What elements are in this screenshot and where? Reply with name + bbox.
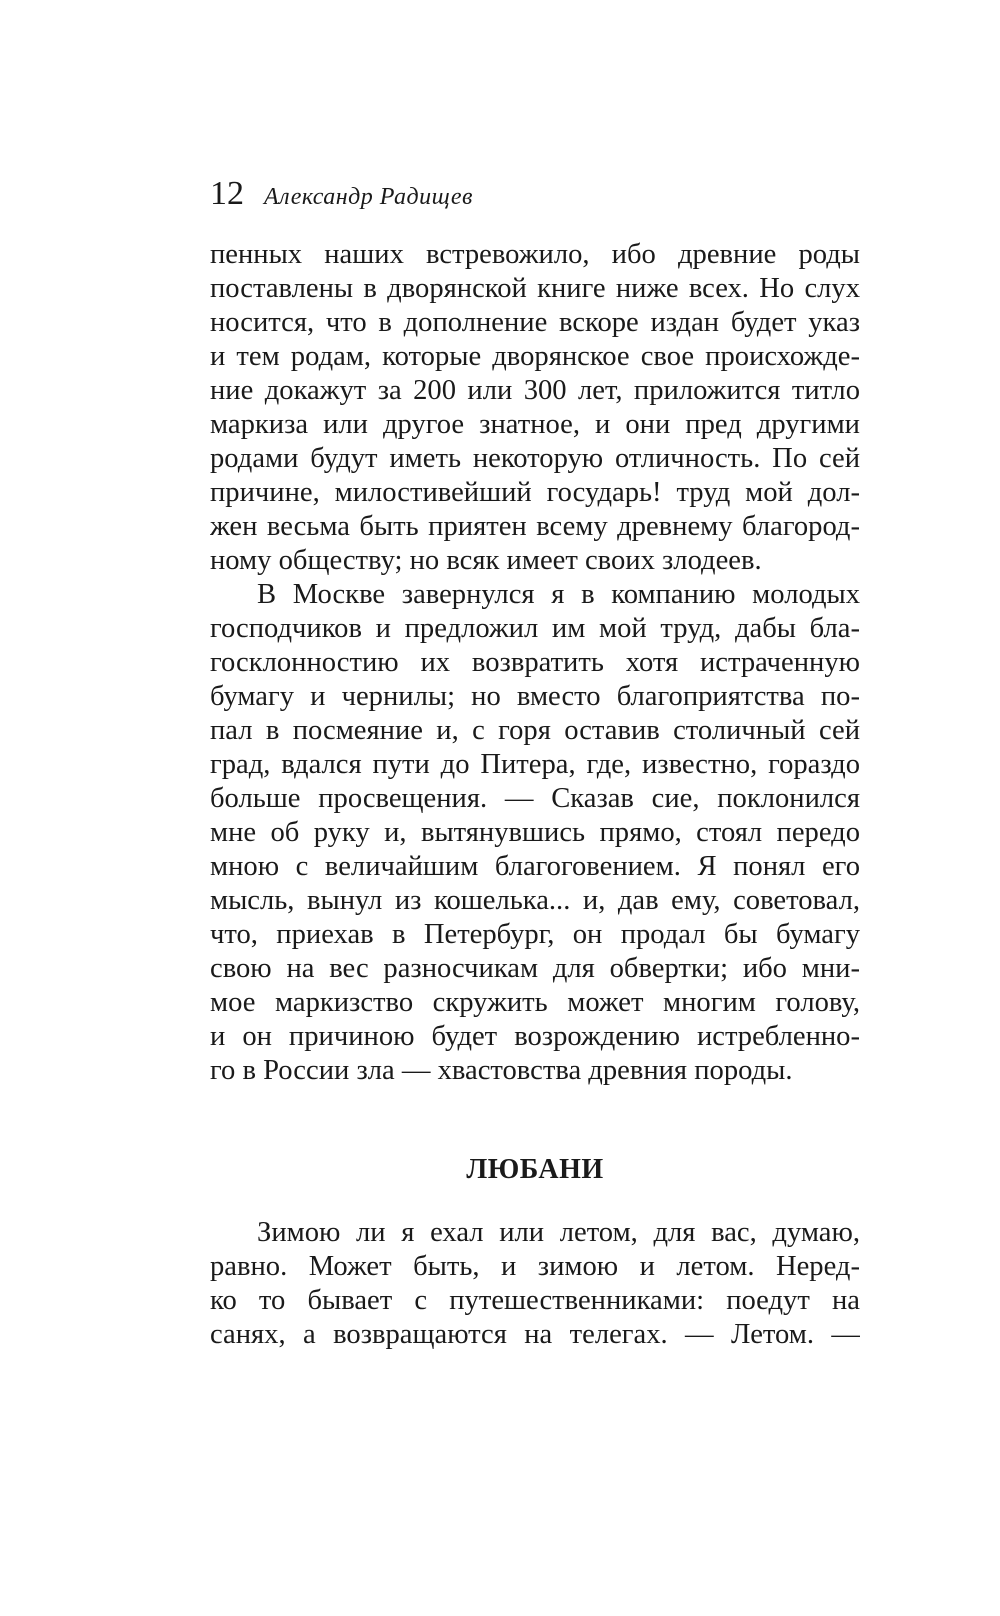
text-line: поставлены в дворянской книге ниже всех. Но слух: [210, 273, 860, 304]
text-line: причине, милостивейший государь! труд мой дол-: [210, 477, 860, 508]
text-line: больше просвещения. — Сказав сие, поклонился: [210, 783, 860, 814]
text-line: ному обществу; но всяк имеет своих злодеев.: [210, 545, 762, 576]
text-line: град, вдался пути до Питера, где, известно, гораздо: [210, 749, 860, 780]
text-line: Зимою ли я ехал или летом, для вас, думаю,: [257, 1217, 860, 1248]
text-line: свою на вес разносчикам для обвертки; ибо мни-: [210, 953, 860, 984]
body-text-block: [210, 238, 860, 1088]
text-line: господчиков и предложил им мой труд, дабы бла-: [210, 613, 860, 644]
text-line: пал в посмеяние и, с горя оставив столичный сей: [210, 715, 860, 746]
text-line: и он причиною будет возрождению истребленно-: [210, 1021, 860, 1052]
text-line: пенных наших встревожило, ибо древние роды: [210, 239, 860, 270]
text-line: родами будут иметь некоторую отличность. По сей: [210, 443, 860, 474]
text-line: санях, а возвращаются на телегах. — Летом. —: [210, 1319, 860, 1350]
text-line: жен весьма быть приятен всему древнему благород-: [210, 511, 860, 542]
text-line: госклонностию их возвратить хотя истраченную: [210, 647, 860, 678]
text-line: носится, что в дополнение вскоре издан будет указ: [210, 307, 860, 338]
body-text-block: [210, 1216, 860, 1352]
text-line: В Москве завернулся я в компанию молодых: [257, 579, 860, 610]
text-line: и тем родам, которые дворянское свое происхожде-: [210, 341, 860, 372]
text-line: ние докажут за 200 или 300 лет, приложится титло: [210, 375, 860, 406]
text-line: что, приехав в Петербург, он продал бы бумагу: [210, 919, 860, 950]
running-head: [210, 172, 473, 216]
text-line: мною с величайшим благоговением. Я понял его: [210, 851, 860, 882]
running-head-author: Александр Радищев: [264, 184, 473, 210]
chapter-title: ЛЮБАНИ: [466, 1154, 604, 1185]
text-line: равно. Может быть, и зимою и летом. Неред-: [210, 1251, 860, 1282]
text-line: ко то бывает с путешественниками: поедут на: [210, 1285, 860, 1316]
page-number: 12: [210, 175, 244, 212]
text-line: мысль, вынул из кошелька... и, дав ему, советовал,: [210, 885, 860, 916]
text-line: маркиза или другое знатное, и они пред другими: [210, 409, 860, 440]
text-line: мне об руку и, вытянувшись прямо, стоял передо: [210, 817, 860, 848]
text-line: бумагу и чернилы; но вместо благоприятства по-: [210, 681, 860, 712]
text-line: мое маркизство скружить может многим голову,: [210, 987, 860, 1018]
text-line: го в России зла — хвастовства древния породы.: [210, 1055, 793, 1086]
